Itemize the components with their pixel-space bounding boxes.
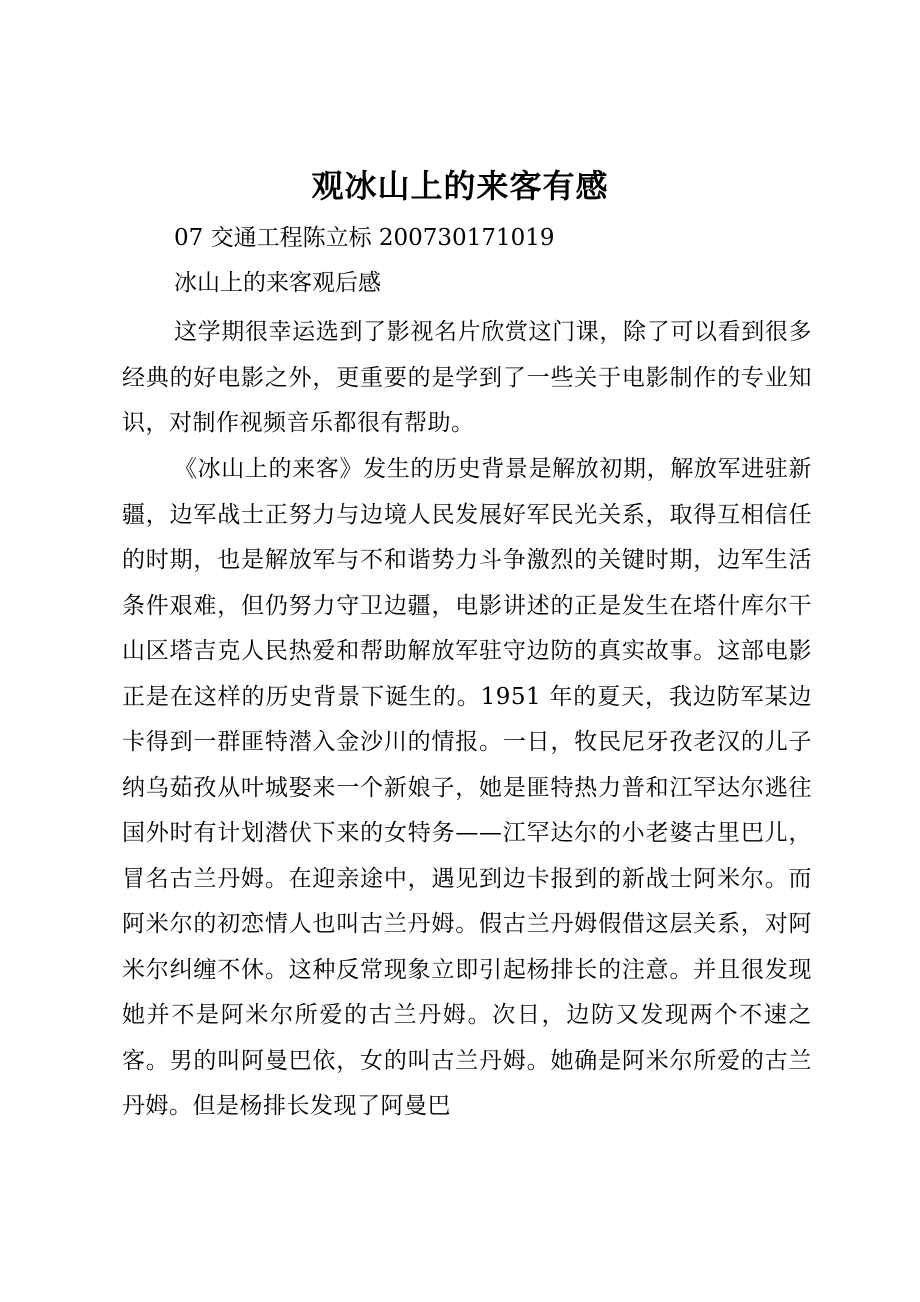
document-title: 观冰山上的来客有感 — [311, 167, 609, 205]
paragraph-intro: 这学期很幸运选到了影视名片欣赏这门课，除了可以看到很多经典的好电影之外，更重要的是学到了一些关于电影制作的专业知识，对制作视频音乐都很有帮助。 — [122, 319, 812, 436]
author-line: 07 交通工程陈立标 200730171019 — [174, 225, 555, 251]
paragraph-background: 《冰山上的来客》发生的历史背景是解放初期，解放军进驻新疆，边军战士正努力与边境人民发展好军民光关系，取得互相信任的时期，也是解放军与不和谐势力斗争激烈的关键时期，边军生活条件艰难，但仍努力守卫边疆，电影讲述的正是发生在塔什库尔干山区塔吉克人民热爱和帮助解放军驻守边防的真实故事。这部电影正是在这样的历史背景下诞生的。1951 年的夏天，我边防军某边卡得到一群匪特潜入金沙川的情报。一日，牧民尼牙孜老汉的儿子纳乌茹孜从叶城娶来一个新娘子，她是匪特热力普和江罕达尔逃往国外时有计划潜伏下来的女特务——江罕达尔的小老婆古里巴儿，冒名古兰丹姆。在迎亲途中，遇见到边卡报到的新战士阿米尔。而阿米尔的初恋情人也叫古兰丹姆。假古兰丹姆假借这层关系，对阿米尔纠缠不休。这种反常现象立即引起杨排长的注意。并且很发现她并不是阿米尔所爱的古兰丹姆。次日，边防又发现两个不速之客。男的叫阿曼巴依，女的叫古兰丹姆。她确是阿米尔所爱的古兰丹姆。但是杨排长发现了阿曼巴 — [122, 456, 812, 1119]
document-subtitle: 冰山上的来客观后感 — [174, 270, 381, 296]
